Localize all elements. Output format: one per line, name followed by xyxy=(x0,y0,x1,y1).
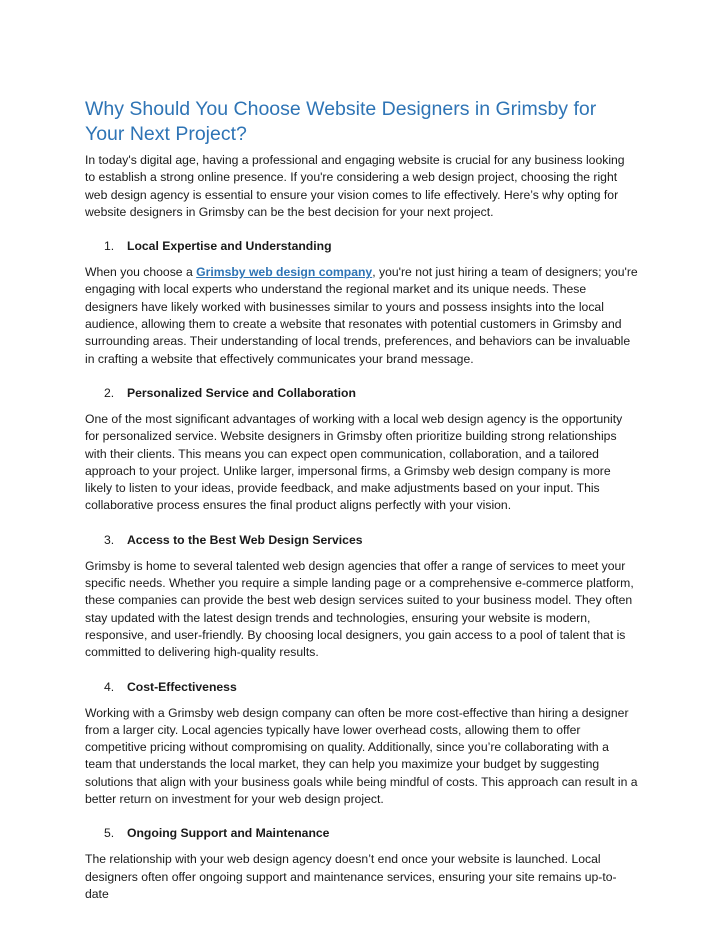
paragraph-text: When you choose a xyxy=(85,265,197,280)
section-number: 3. xyxy=(104,532,115,547)
section-number: 2. xyxy=(104,385,115,400)
page-title: Why Should You Choose Website Designers in Grimsby for Your Next Project? xyxy=(85,98,597,145)
section-title: Ongoing Support and Maintenance xyxy=(127,826,330,841)
section-heading-best-services xyxy=(85,532,638,549)
grimsby-web-design-company-link[interactable]: Grimsby web design company xyxy=(196,265,373,280)
section-paragraph-local-expertise xyxy=(85,264,638,368)
paragraph-text: , you're not just hiring a team of designers; you're engaging with local experts who understand the regional market and its unique needs. These designers have likely worked with businesses similar to yours and possess insights into the local audience, allowing them to create a website that resonates with potential customers in Grimsby and surrounding areas. Their understanding of local trends, preferences, and behaviors can be invaluable in crafting a website that effectively communicates your brand message. xyxy=(85,265,638,366)
section-title: Access to the Best Web Design Services xyxy=(127,532,363,547)
section-paragraph-ongoing-support: The relationship with your web design agency doesn’t end once your website is launched. Local designers often offer ongoing support and maintenance services, ensuring your site remains up-to-date xyxy=(85,852,617,901)
section-heading-personalized-service xyxy=(85,385,638,402)
section-paragraph-cost-effectiveness: Working with a Grimsby web design company can often be more cost-effective than hiring a designer from a larger city. Local agencies typically have lower overhead costs, allowing them to offer competitive pricing without compromising on quality. Additionally, since you’re collaborating with a team that understands the local market, they can help you maximize your budget by suggesting solutions that align with your business goals while being mindful of costs. This approach can result in a better return on investment for your web design project. xyxy=(85,705,638,807)
section-heading-cost-effectiveness xyxy=(85,679,638,696)
section-heading-ongoing-support xyxy=(85,825,638,842)
section-paragraph-best-services: Grimsby is home to several talented web design agencies that offer a range of services to meet your specific needs. Whether you require a simple landing page or a comprehensive e-commerce platform, these companies can provide the best web design services suited to your business model. They often stay updated with the latest design trends and technologies, ensuring your website is modern, responsive, and user-friendly. By choosing local designers, you gain access to a pool of talent that is committed to delivering high-quality results. xyxy=(85,558,634,660)
section-title: Personalized Service and Collaboration xyxy=(127,385,356,400)
section-number: 5. xyxy=(104,826,115,841)
section-paragraph-personalized-service: One of the most significant advantages of working with a local web design agency is the opportunity for personalized service. Website designers in Grimsby often prioritize building strong relationships with their clients. This means you can expect open communication, collaboration, and a tailored approach to your project. Unlike larger, impersonal firms, a Grimsby web design company is more likely to listen to your ideas, provide feedback, and make adjustments based on your input. This collaborative process ensures the final product aligns perfectly with your vision. xyxy=(85,411,623,513)
section-number: 4. xyxy=(104,679,115,694)
section-heading-local-expertise xyxy=(85,238,638,255)
section-title: Cost-Effectiveness xyxy=(127,679,237,694)
section-number: 1. xyxy=(104,239,115,254)
intro-paragraph: In today's digital age, having a professional and engaging website is crucial for any business looking to establish a strong online presence. If you're considering a web design project, choosing the right web design agency is essential to ensure your vision comes to life effectively. Here’s why opting for website designers in Grimsby can be the best decision for your next project. xyxy=(85,153,625,219)
section-title: Local Expertise and Understanding xyxy=(127,239,332,254)
